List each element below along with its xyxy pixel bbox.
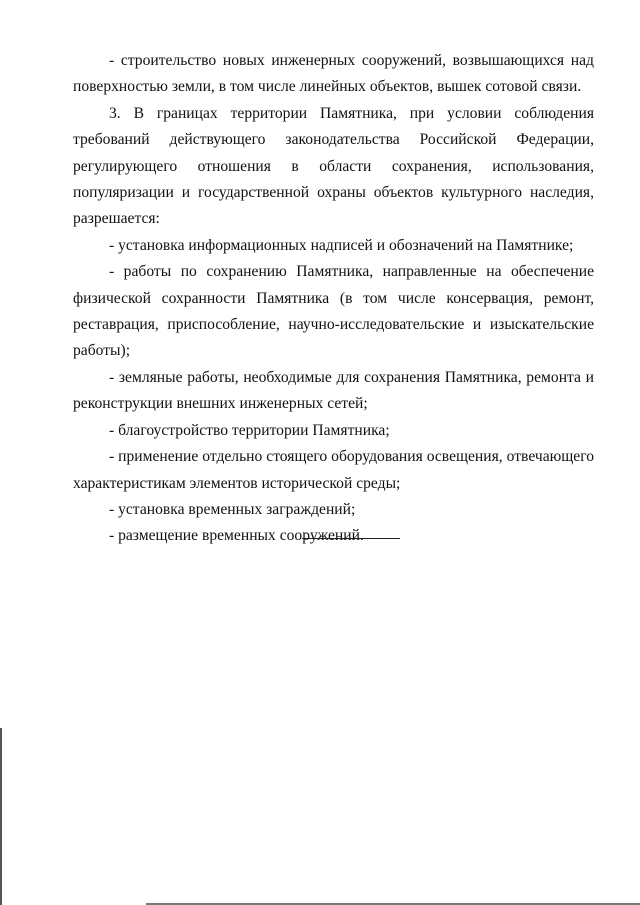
list-item-preservation-works: - работы по сохранению Памятника, направленные на обеспечение физической сохранности Памятника (в том числе консервация, ремонт, реставрация, приспособление, научно-исследовательские и изыскательские работы); <box>73 263 594 360</box>
document-body <box>73 48 594 550</box>
paragraph-permitted-intro: 3. В границах территории Памятника, при условии соблюдения требований действующего законодательства Российской Федерации, регулирующего отношения в области сохранения, использования, популяризации и государственной охраны объектов культурного наследия, разрешается: <box>73 104 594 228</box>
list-item-temporary-structures: - размещение временных сооружений. <box>109 527 364 545</box>
scan-edge-left <box>0 728 2 905</box>
list-item-earthworks: - земляные работы, необходимые для сохранения Памятника, ремонта и реконструкции внешних инженерных сетей; <box>73 368 594 413</box>
list-item-landscaping: - благоустройство территории Памятника; <box>109 421 390 439</box>
list-item-info-signs: - установка информационных надписей и обозначений на Памятнике; <box>109 236 574 254</box>
paragraph-construction-ban: - строительство новых инженерных сооружений, возвышающихся над поверхностью земли, в том числе линейных объектов, вышек сотовой связи. <box>73 52 594 96</box>
list-item-lighting: - применение отдельно стоящего оборудования освещения, отвечающего характеристикам элементов исторической среды; <box>73 448 594 492</box>
end-of-text-rule <box>302 538 400 539</box>
list-item-temporary-fences: - установка временных заграждений; <box>109 500 356 518</box>
